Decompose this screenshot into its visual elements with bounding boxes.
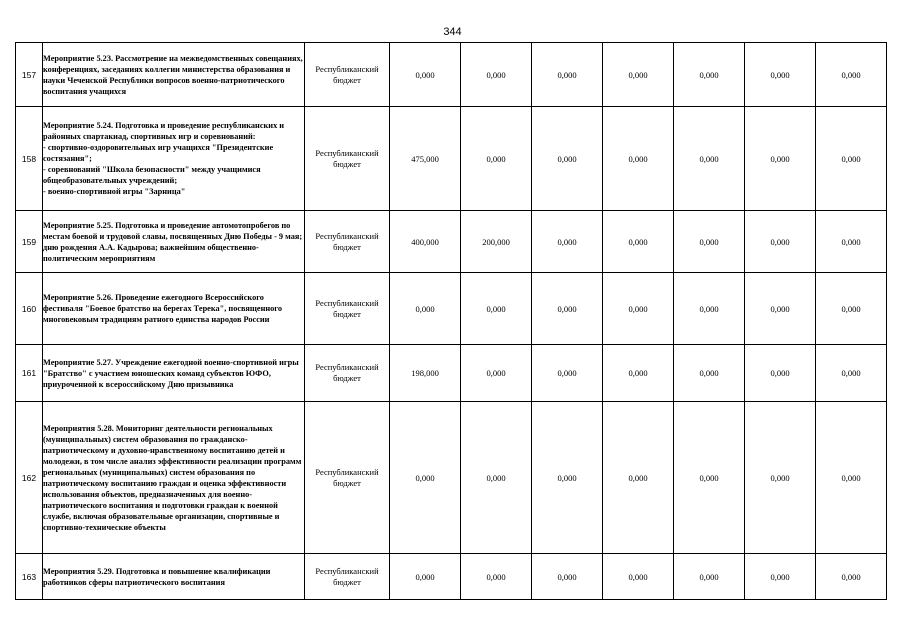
amount-cell: 0,000 (390, 402, 461, 554)
row-number: 158 (16, 107, 43, 211)
activity-description: Мероприятие 5.27. Учреждение ежегодной военно-спортивной игры "Братство" с участием юношеских команд субъектов ЮФО, приуроченной к всероссийскому Дню призывника (43, 345, 305, 402)
amount-cell: 0,000 (532, 107, 603, 211)
amount-cell: 0,000 (603, 211, 674, 273)
amount-cell: 400,000 (390, 211, 461, 273)
amount-cell: 0,000 (816, 107, 887, 211)
amount-cell: 0,000 (532, 402, 603, 554)
activity-description: Мероприятия 5.28. Мониторинг деятельности региональных (муниципальных) систем образования по гражданско-патриотическому и духовно-нравственному воспитанию детей и молодежи, в том числе анализ эффективности реализации программ региональных (муниципальных) систем образования по патриотическому воспитанию граждан и оценка эффективности использования объектов, предназначенных для военно-патриотического воспитания и подготовки граждан к военной службе, включая образовательные организации, спортивные и спортивно-технические объекты (43, 402, 305, 554)
amount-cell: 0,000 (603, 345, 674, 402)
funding-source: Республиканский бюджет (305, 345, 390, 402)
amount-cell: 0,000 (674, 211, 745, 273)
amount-cell: 0,000 (816, 345, 887, 402)
amount-cell: 0,000 (816, 402, 887, 554)
row-number: 161 (16, 345, 43, 402)
amount-cell: 200,000 (461, 211, 532, 273)
amount-cell: 0,000 (816, 43, 887, 107)
amount-cell: 0,000 (674, 107, 745, 211)
amount-cell: 0,000 (390, 554, 461, 600)
activity-description: Мероприятие 5.23. Рассмотрение на межведомственных совещаниях, конференциях, заседаниях коллегии министерства образования и науки Чеченской Республики вопросов военно-патриотического воспитания учащихся (43, 43, 305, 107)
activity-description: Мероприятие 5.24. Подготовка и проведение республиканских и районных спартакиад, спортивных игр и соревнований: - спортивно-оздоровительных игр учащихся "Президентские состязания"; - соревнований "Школа безопасности" между учащимися общеобразовательных учреждений; - военно-спортивной игры "Зарница" (43, 107, 305, 211)
amount-cell: 0,000 (461, 402, 532, 554)
table-row (16, 211, 887, 273)
funding-source: Республиканский бюджет (305, 211, 390, 273)
budget-table (15, 42, 887, 600)
row-number: 160 (16, 273, 43, 345)
amount-cell: 0,000 (745, 554, 816, 600)
amount-cell: 0,000 (390, 273, 461, 345)
activity-description: Мероприятия 5.29. Подготовка и повышение квалификации работников сферы патриотического воспитания (43, 554, 305, 600)
amount-cell: 0,000 (745, 402, 816, 554)
row-number: 162 (16, 402, 43, 554)
amount-cell: 0,000 (461, 273, 532, 345)
funding-source: Республиканский бюджет (305, 554, 390, 600)
amount-cell: 0,000 (816, 273, 887, 345)
amount-cell: 0,000 (603, 402, 674, 554)
amount-cell: 0,000 (745, 273, 816, 345)
amount-cell: 198,000 (390, 345, 461, 402)
table-row (16, 107, 887, 211)
activity-description: Мероприятие 5.25. Подготовка и проведение автомотопробегов по местам боевой и трудовой славы, посвященных Дню Победы - 9 мая; дню рождения А.А. Кадырова; важнейшим общественно-политическим мероприятиям (43, 211, 305, 273)
activity-description: Мероприятие 5.26. Проведение ежегодного Всероссийского фестиваля "Боевое братство на берегах Терека", посвященного многовековым традициям ратного единства народов России (43, 273, 305, 345)
row-number: 163 (16, 554, 43, 600)
funding-source: Республиканский бюджет (305, 402, 390, 554)
row-number: 157 (16, 43, 43, 107)
table-row (16, 43, 887, 107)
amount-cell: 0,000 (603, 43, 674, 107)
amount-cell: 0,000 (816, 554, 887, 600)
funding-source: Республиканский бюджет (305, 107, 390, 211)
amount-cell: 0,000 (603, 107, 674, 211)
amount-cell: 0,000 (816, 211, 887, 273)
amount-cell: 0,000 (674, 554, 745, 600)
amount-cell: 0,000 (674, 345, 745, 402)
table-row (16, 345, 887, 402)
row-number: 159 (16, 211, 43, 273)
amount-cell: 0,000 (603, 554, 674, 600)
amount-cell: 0,000 (745, 211, 816, 273)
amount-cell: 475,000 (390, 107, 461, 211)
amount-cell: 0,000 (745, 345, 816, 402)
amount-cell: 0,000 (390, 43, 461, 107)
table-row (16, 273, 887, 345)
amount-cell: 0,000 (461, 554, 532, 600)
amount-cell: 0,000 (461, 43, 532, 107)
funding-source: Республиканский бюджет (305, 43, 390, 107)
table-row (16, 554, 887, 600)
amount-cell: 0,000 (674, 402, 745, 554)
amount-cell: 0,000 (461, 107, 532, 211)
amount-cell: 0,000 (532, 211, 603, 273)
amount-cell: 0,000 (532, 345, 603, 402)
table-row (16, 402, 887, 554)
amount-cell: 0,000 (603, 273, 674, 345)
amount-cell: 0,000 (674, 273, 745, 345)
funding-source: Республиканский бюджет (305, 273, 390, 345)
amount-cell: 0,000 (745, 107, 816, 211)
page-number: 344 (443, 26, 462, 38)
amount-cell: 0,000 (674, 43, 745, 107)
amount-cell: 0,000 (461, 345, 532, 402)
amount-cell: 0,000 (532, 43, 603, 107)
amount-cell: 0,000 (745, 43, 816, 107)
amount-cell: 0,000 (532, 273, 603, 345)
amount-cell: 0,000 (532, 554, 603, 600)
